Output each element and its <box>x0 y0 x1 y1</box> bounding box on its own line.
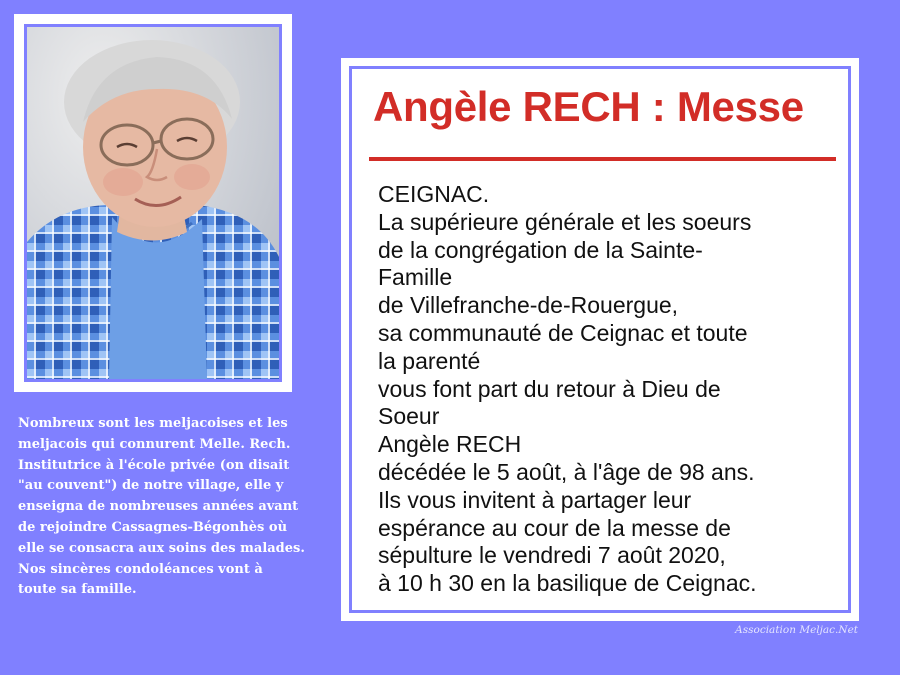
notice-line: à 10 h 30 en la basilique de Ceignac. <box>378 570 757 597</box>
notice-line: de la congrégation de la Sainte- <box>378 236 703 263</box>
caption-line: Nos sincères condoléances vont à <box>18 561 263 577</box>
notice-line: décédée le 5 août, à l'âge de 98 ans. <box>378 458 755 485</box>
caption-line: Nombreux sont les meljacoises et les <box>18 416 288 431</box>
photo-frame <box>14 14 292 392</box>
caption-line: toute sa famille. <box>18 582 137 598</box>
notice-line: La supérieure générale et les soeurs <box>378 208 752 235</box>
notice-card-border <box>349 66 851 613</box>
notice-line: sa communauté de Ceignac et toute <box>378 319 748 346</box>
caption-line: meljacois qui connurent Melle. Rech. <box>18 436 291 452</box>
caption-line: de rejoindre Cassagnes-Bégonhès où <box>18 519 288 535</box>
notice-line: espérance au cour de la messe de <box>378 514 731 541</box>
notice-body <box>378 181 757 598</box>
caption-line: "au couvent") de notre village, elle y <box>18 478 284 494</box>
notice-line: de Villefranche-de-Rouergue, <box>378 292 679 319</box>
notice-line: sépulture le vendredi 7 août 2020, <box>378 542 726 569</box>
title-divider <box>369 157 836 161</box>
notice-line: Angèle RECH <box>378 431 522 458</box>
caption-text <box>18 414 318 601</box>
notice-card <box>341 58 859 621</box>
notice-line: la parenté <box>378 347 481 374</box>
caption-line: enseigna de nombreuses années avant <box>18 499 299 515</box>
notice-line: Soeur <box>378 403 440 430</box>
notice-line: vous font part du retour à Dieu de <box>378 375 721 402</box>
notice-line: CEIGNAC. <box>378 181 490 207</box>
portrait-photo <box>24 24 282 382</box>
caption-line: Institutrice à l'école privée (on disait <box>18 457 290 473</box>
notice-line: Famille <box>378 264 453 291</box>
portrait-illustration <box>27 27 279 379</box>
notice-title: Angèle RECH : Messe <box>373 83 804 130</box>
notice-line: Ils vous invitent à partager leur <box>378 486 692 513</box>
caption-line: elle se consacra aux soins des malades. <box>18 540 305 556</box>
site-watermark: Association Meljac.Net <box>735 624 858 636</box>
